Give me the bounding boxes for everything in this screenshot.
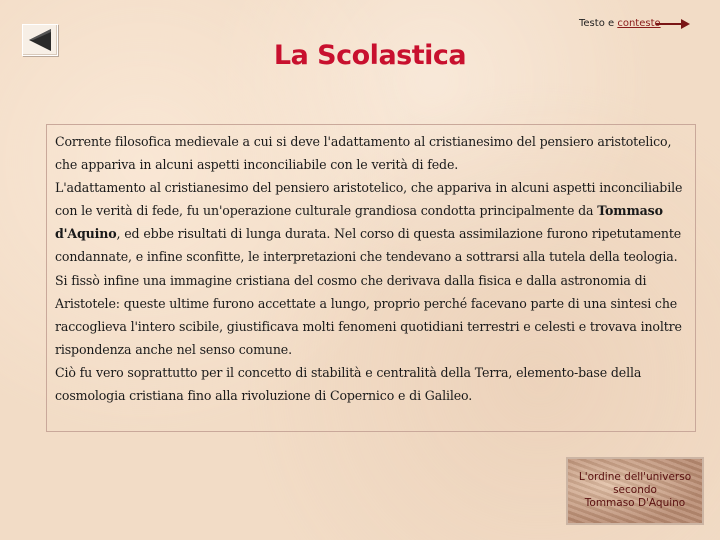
thumbnail-caption xyxy=(568,471,702,510)
paragraph-2-end: , ed ebbe risultati di lunga durata. Nel corso di questa assimilazione furono ripetutamente condannate, e infine sconfitte, le interpretazioni che tendevano a sottrarsi alla tutela della teologia. xyxy=(55,226,682,265)
paragraph-2 xyxy=(55,176,688,268)
right-arrow-icon[interactable] xyxy=(656,19,690,29)
context-link[interactable]: contesto xyxy=(617,18,661,29)
page-title: La Scolastica xyxy=(273,40,467,71)
paragraph-1: Corrente filosofica medievale a cui si deve l'adattamento al cristianesimo del pensiero aristotelico, che appariva in alcuni aspetti inconciliabile con le verità di fede. xyxy=(55,134,672,173)
paragraph-2-start: L'adattamento al cristianesimo del pensiero aristotelico, che appariva in alcuni aspetti inconciliabile con le verità di fede, fu un'operazione culturale grandiosa condotta principalmente da xyxy=(55,180,683,219)
context-link-area xyxy=(579,18,661,29)
context-link-prefix: Testo e xyxy=(579,18,618,29)
thumbnail-line-3: Tommaso D'Aquino xyxy=(584,497,686,509)
content-text-box xyxy=(46,124,696,432)
paragraph-3: Si fissò infine una immagine cristiana del cosmo che derivava dalla fisica e dalla astronomia di Aristotele: queste ultime furono accettate a lungo, proprio perché facevano parte di una sintesi che raccoglieva l'intero scibile, giustificava molti fenomeni quotidiani terrestri e celesti e trovava inoltre rispondenza anche nel senso comune. xyxy=(55,272,682,357)
paragraph-4: Ciò fu vero soprattutto per il concetto di stabilità e centralità della Terra, elemento-base della cosmologia cristiana fino alla rivoluzione di Copernico e di Galileo. xyxy=(55,364,642,404)
tommaso-name: Tommaso d'Aquino xyxy=(55,203,663,242)
thumbnail-line-1: L'ordine dell'universo xyxy=(578,471,692,483)
thumbnail-line-2: secondo xyxy=(613,484,657,496)
universe-order-thumbnail[interactable] xyxy=(566,457,704,525)
